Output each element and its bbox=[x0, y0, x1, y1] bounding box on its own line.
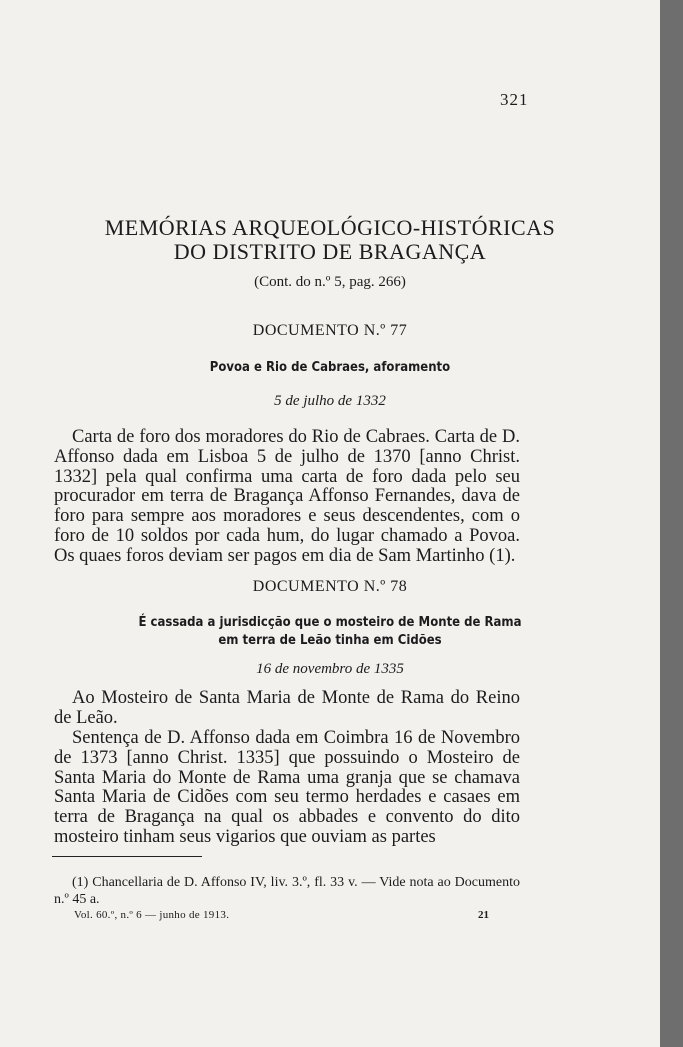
article-title-line2: DO DISTRITO DE BRAGANÇA bbox=[173, 239, 487, 264]
document-78-date: 16 de novembro de 1335 bbox=[256, 661, 404, 677]
page-number: 321 bbox=[500, 90, 529, 109]
document-77-body: Carta de foro dos moradores do Rio de Cabraes. Carta de D. Affonso dada em Lisboa 5 de julho de 1370 [anno Christ. 1332] pela qual confirma uma carta de foro dada pelo seu procurador em terra de Bragança Affonso Fernandes, dava de foro para sempre aos moradores e seus descendentes, com o foro de 10 soldos por cada hum, do lugar chamado a Povoa. Os quaes foros deviam ser pagos em dia de Sam Martinho (1). bbox=[54, 427, 520, 566]
document-78-subtitle-line2: em terra de Leão tinha em Cidões bbox=[218, 633, 442, 648]
article-title-line1: MEMÓRIAS ARQUEOLÓGICO-HISTÓRICAS bbox=[104, 215, 556, 240]
footnote: (1) Chancellaria de D. Affonso IV, liv. 3.º, fl. 33 v. — Vide nota ao Documento n.º 45 a. bbox=[54, 875, 520, 907]
document-78-subtitle-line1: É cassada a jurisdicção que o mosteiro de Monte de Rama bbox=[138, 615, 522, 630]
continuation-note: (Cont. do n.º 5, pag. 266) bbox=[254, 274, 406, 290]
document-78-body-2: Sentença de D. Affonso dada em Coimbra 16 de Novembro de 1373 [anno Christ. 1335] que possuindo o Mosteiro de Santa Maria do Monte de Rama uma granja que se chamava Santa Maria de Cidões com seu termo herdades e casaes em terra de Bragança na qual os abbades e convento do dito mosteiro tinham seus vigarios que ouviam as partes bbox=[54, 728, 520, 847]
document-77-heading: DOCUMENTO N.º 77 bbox=[252, 322, 408, 339]
footnote-divider bbox=[52, 856, 202, 857]
document-77-date: 5 de julho de 1332 bbox=[274, 393, 386, 409]
document-78-body-1: Ao Mosteiro de Santa Maria de Monte de Rama do Reino de Leão. bbox=[54, 688, 520, 728]
signature-number: 21 bbox=[478, 909, 489, 921]
document-77-subtitle: Povoa e Rio de Cabraes, aforamento bbox=[209, 360, 451, 375]
document-78-heading: DOCUMENTO N.º 78 bbox=[252, 578, 408, 595]
volume-footer: Vol. 60.º, n.º 6 — junho de 1913. bbox=[74, 909, 230, 921]
